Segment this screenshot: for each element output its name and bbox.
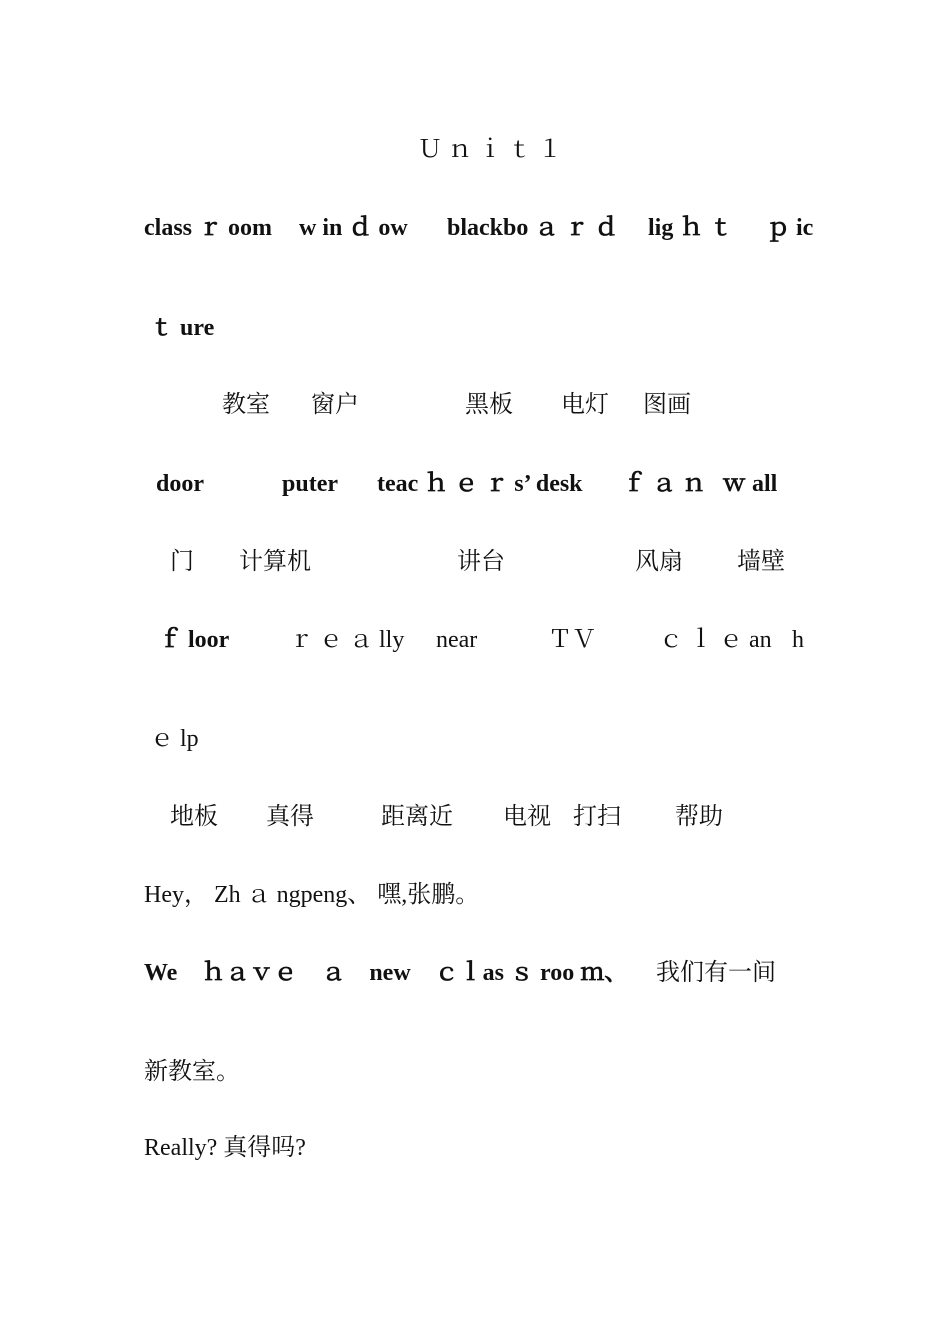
translation: 真得 [266,804,314,830]
vocab-word: h [792,627,804,653]
dialogue-line: Really? 真得吗? [144,1135,306,1161]
translation: 窗户 [311,392,359,418]
vocab-word: blackbo ａ ｒ ｄ [447,215,619,241]
translation: 黑板 [465,392,513,418]
dialogue-line-english: We ｈａｖｅ ａ new ｃｌas ｓ roo ｍ、 [144,960,629,986]
vocab-word: lig ｈ ｔ [648,215,734,241]
vocab-word: ＴＶ [548,627,596,653]
vocab-word: ｒ ｅ ａ lly [289,627,405,653]
dialogue-line: 新教室。 [144,1059,240,1085]
vocab-word: w in ｄ ow [299,215,408,241]
vocab-word-continued: ｔ ure [150,315,215,341]
translation: 电视 [503,804,551,830]
translation: 计算机 [239,549,311,575]
vocab-word: teac ｈ ｅ ｒ s’ desk [377,471,583,497]
translation: 风扇 [635,549,683,575]
translation: 墙壁 [737,549,785,575]
page-title: Ｕｎｉｔ１ [418,137,568,163]
vocab-word-continued: ｅ lp [150,726,199,752]
vocab-word: ｐ ic [766,215,814,241]
vocab-word: ｆ loor [158,627,230,653]
translation: 门 [170,549,194,575]
vocab-word: ｃ ｌ ｅ an [659,627,772,653]
vocab-word: door [156,471,204,497]
vocab-word: puter [282,471,338,497]
translation: 帮助 [675,804,723,830]
translation: 打扫 [573,804,621,830]
translation: 教室 [222,392,270,418]
dialogue-line: Hey， Zh ａ ngpeng、 嘿,张鹏。 [144,882,480,908]
translation: 讲台 [457,549,505,575]
vocab-word: class ｒ oom [144,215,272,241]
dialogue-line-chinese: 我们有一间 [656,960,776,986]
vocab-word: ｆ ａ ｎ [622,471,706,497]
vocab-word: ｗ all [722,471,778,497]
vocab-word: near [436,627,478,653]
translation: 图画 [643,392,691,418]
translation: 地板 [170,804,218,830]
translation: 电灯 [561,392,609,418]
translation: 距离近 [381,804,453,830]
